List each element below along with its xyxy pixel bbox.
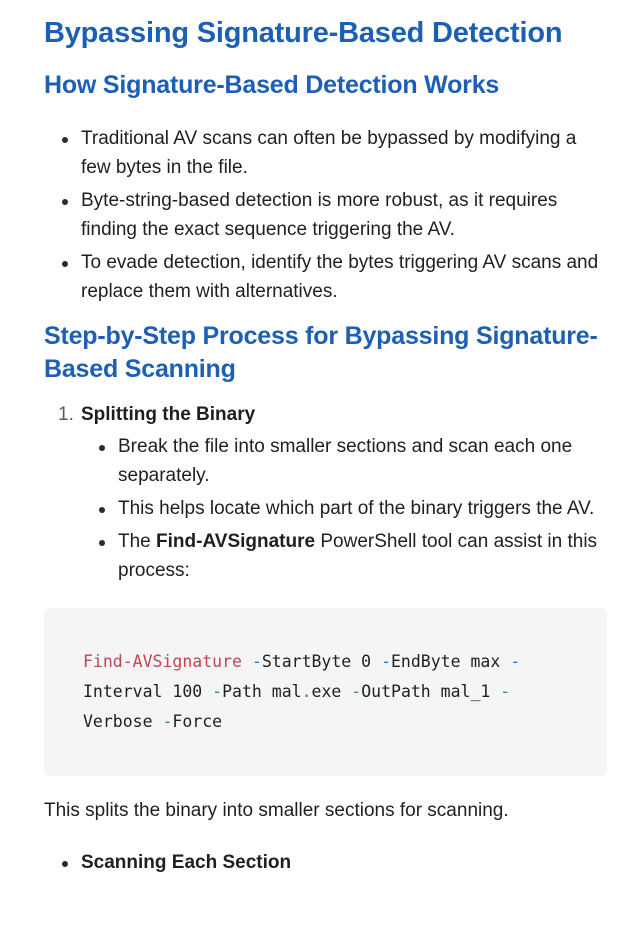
code-command: Find-AVSignature xyxy=(83,652,242,671)
section-heading-how-it-works: How Signature-Based Detection Works xyxy=(44,71,500,99)
code-line: Verbose -Force xyxy=(83,712,223,731)
list-item: Break the file into smaller sections and scan each one separately. xyxy=(81,432,607,490)
code-punct: - xyxy=(351,682,362,701)
code-punct: - xyxy=(510,652,521,671)
how-it-works-list xyxy=(44,124,607,306)
step-number: 1. xyxy=(58,404,74,425)
code-punct: - xyxy=(251,652,262,671)
code-line xyxy=(83,652,520,671)
step-item xyxy=(44,400,607,585)
step-title: Splitting the Binary xyxy=(81,404,256,425)
code-punct: - xyxy=(500,682,511,701)
list-item: To evade detection, identify the bytes triggering AV scans and replace them with alternatives. xyxy=(44,248,607,306)
paragraph: This splits the binary into smaller sections for scanning. xyxy=(44,800,509,821)
code-args: -StartByte 0 -EndByte max - xyxy=(251,652,521,671)
code-punct: - xyxy=(381,652,391,671)
step-sublist xyxy=(81,432,607,585)
code-punct: . xyxy=(301,682,312,701)
code-block[interactable] xyxy=(44,608,607,776)
tool-name: Find-AVSignature xyxy=(156,531,316,552)
list-item: Traditional AV scans can often be bypassed by modifying a few bytes in the file. xyxy=(44,124,607,182)
list-item-text: PowerShell tool can assist in this process: xyxy=(118,531,598,581)
page-title: Bypassing Signature-Based Detection xyxy=(44,17,563,49)
code-line: Interval 100 -Path mal.exe -OutPath mal_1 - xyxy=(83,682,511,701)
list-item: Byte-string-based detection is more robust, as it requires finding the exact sequence triggering the AV. xyxy=(44,186,607,244)
code-punct: - xyxy=(212,682,223,701)
list-item: This helps locate which part of the binary triggers the AV. xyxy=(81,494,607,523)
next-steps-list xyxy=(44,848,607,877)
list-item-text: The xyxy=(118,531,157,552)
list-item-title: Scanning Each Section xyxy=(81,852,292,873)
list-item xyxy=(44,848,607,877)
list-item xyxy=(81,527,607,585)
code-punct: - xyxy=(162,712,173,731)
process-steps-list xyxy=(44,400,607,585)
section-heading-process: Step-by-Step Process for Bypassing Signature-Based Scanning xyxy=(44,322,598,383)
